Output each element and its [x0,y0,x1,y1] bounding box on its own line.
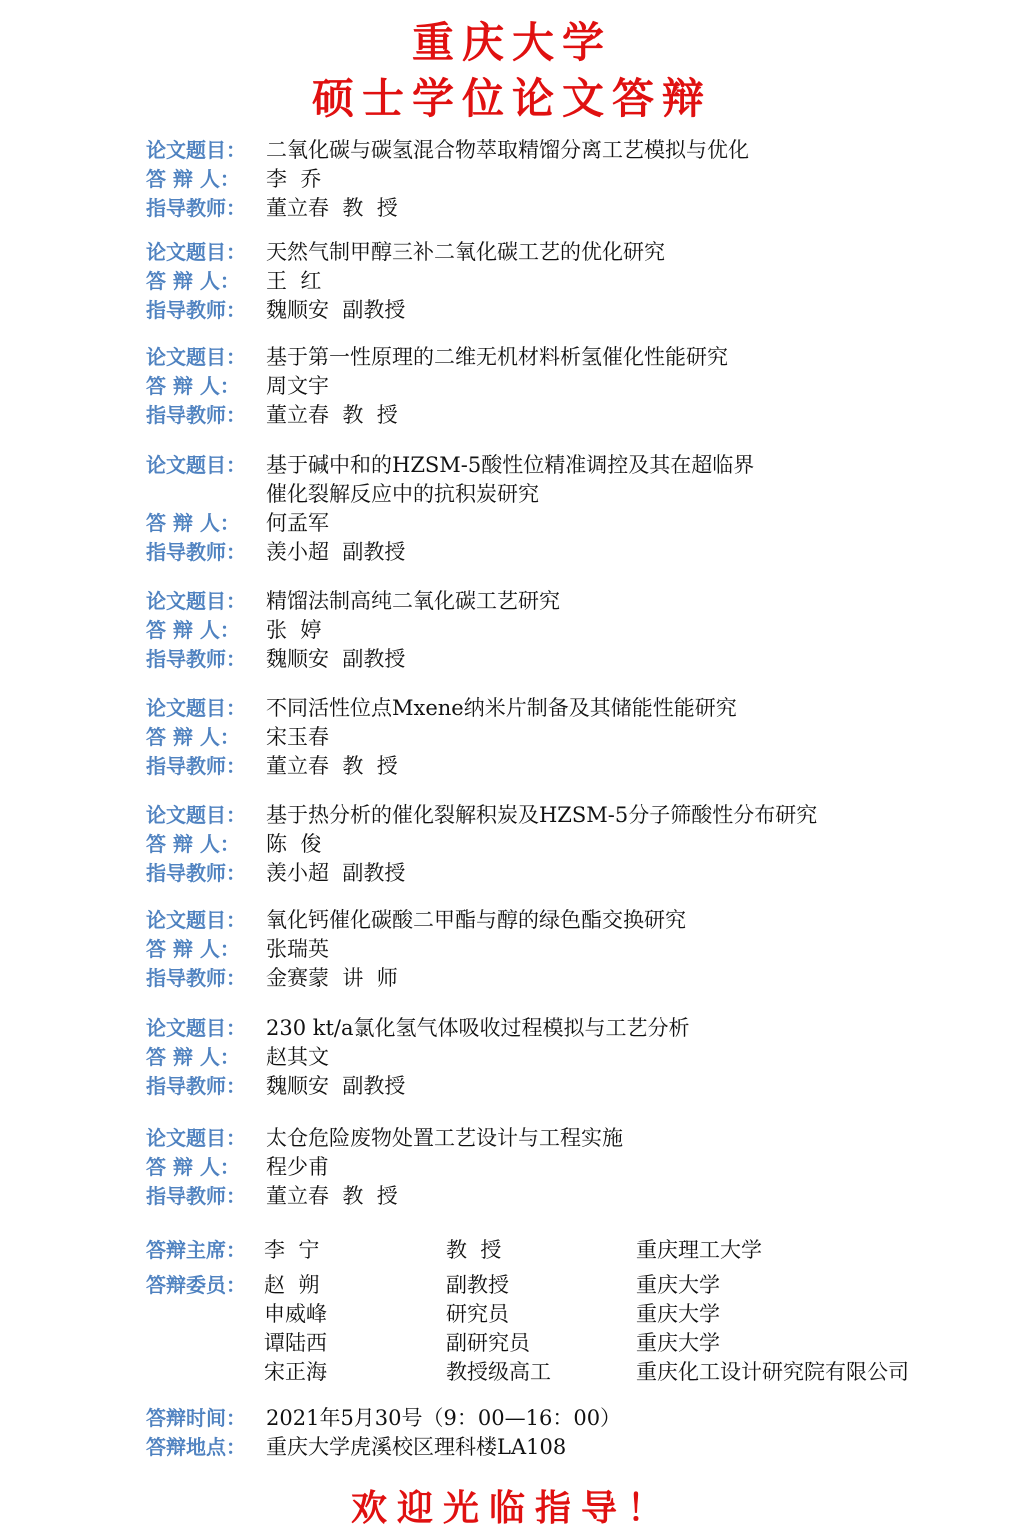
thesis-title-label: 论文题目： [146,345,246,369]
chair-name: 李 宁 [264,1238,320,1262]
student-label: 答 辩 人： [146,1155,240,1179]
advisor-label: 指导教师： [146,1074,246,1098]
student-name: 张 婷 [266,618,322,642]
thesis-title-label: 论文题目： [146,589,246,613]
chair-org: 重庆理工大学 [636,1238,762,1262]
advisor-name: 羡小超 副教授 [266,861,406,885]
place-label: 答辩地点： [146,1435,246,1459]
advisor-name: 魏顺安 副教授 [266,1074,406,1098]
committee-section [146,1236,1006,1387]
thesis-title-label: 论文题目： [146,1126,246,1150]
thesis-title: 精馏法制高纯二氧化碳工艺研究 [266,589,560,613]
advisor-label: 指导教师： [146,861,246,885]
thesis-title: 太仓危险废物处置工艺设计与工程实施 [266,1126,623,1150]
thesis-title-label: 论文题目： [146,803,246,827]
advisor-name: 魏顺安 副教授 [266,298,406,322]
thesis-title: 氧化钙催化碳酸二甲酯与醇的绿色酯交换研究 [266,908,686,932]
student-name: 程少甫 [266,1155,329,1179]
thesis-title: 天然气制甲醇三补二氧化碳工艺的优化研究 [266,240,665,264]
thesis-title: 基于第一性原理的二维无机材料析氢催化性能研究 [266,345,728,369]
thesis-block [146,694,1006,781]
student-name: 何孟军 [266,511,329,535]
student-label: 答 辩 人： [146,937,240,961]
advisor-name: 魏顺安 副教授 [266,647,406,671]
thesis-block [146,343,1006,430]
student-label: 答 辩 人： [146,269,240,293]
student-name: 张瑞英 [266,937,329,961]
defense-time: 2021年5月30号（9：00—16：00） [266,1406,622,1430]
advisor-label: 指导教师： [146,754,246,778]
advisor-name: 董立春 教 授 [266,196,398,220]
thesis-title: 不同活性位点Mxene纳米片制备及其储能性能研究 [266,696,737,720]
member-org: 重庆大学 [636,1273,720,1297]
student-name: 宋玉春 [266,725,329,749]
advisor-name: 金赛蒙 讲 师 [266,966,398,990]
advisor-label: 指导教师： [146,1184,246,1208]
advisor-name: 羡小超 副教授 [266,540,406,564]
thesis-block [146,587,1006,674]
thesis-title: 二氧化碳与碳氢混合物萃取精馏分离工艺模拟与优化 [266,138,749,162]
thesis-block [146,1014,1006,1101]
thesis-title-line1: 基于碱中和的HZSM-5酸性位精准调控及其在超临界 [266,453,755,477]
thesis-title-label: 论文题目： [146,453,246,477]
member-title: 副研究员 [446,1331,530,1355]
student-label: 答 辩 人： [146,832,240,856]
thesis-title-label: 论文题目： [146,908,246,932]
thesis-block [146,1124,1006,1211]
advisor-label: 指导教师： [146,647,246,671]
student-name: 王 红 [266,269,322,293]
advisor-label: 指导教师： [146,403,246,427]
advisor-name: 董立春 教 授 [266,403,398,427]
welcome-footer: 欢迎光临指导！ [350,1487,673,1529]
advisor-label: 指导教师： [146,298,246,322]
student-label: 答 辩 人： [146,374,240,398]
chair-label: 答辩主席： [146,1238,246,1262]
defense-info [146,1404,1006,1462]
thesis-block [146,801,1006,888]
advisor-label: 指导教师： [146,196,246,220]
thesis-title: 230 kt/a氯化氢气体吸收过程模拟与工艺分析 [266,1016,690,1040]
thesis-title-label: 论文题目： [146,240,246,264]
advisor-name: 董立春 教 授 [266,754,398,778]
member-title: 副教授 [446,1273,509,1297]
thesis-title-label: 论文题目： [146,696,246,720]
defense-place: 重庆大学虎溪校区理科楼LA108 [266,1435,567,1459]
member-name: 赵 朔 [264,1273,320,1297]
advisor-label: 指导教师： [146,540,246,564]
student-label: 答 辩 人： [146,1045,240,1069]
thesis-title: 基于热分析的催化裂解积炭及HZSM-5分子筛酸性分布研究 [266,803,818,827]
advisor-name: 董立春 教 授 [266,1184,398,1208]
thesis-block [146,136,1006,223]
thesis-title-label: 论文题目： [146,138,246,162]
thesis-block [146,451,1006,567]
student-label: 答 辩 人： [146,725,240,749]
defense-title: 硕士学位论文答辩 [311,74,712,123]
student-label: 答 辩 人： [146,511,240,535]
advisor-label: 指导教师： [146,966,246,990]
time-label: 答辩时间： [146,1406,246,1430]
member-name: 谭陆西 [264,1331,327,1355]
thesis-block [146,906,1006,993]
member-name: 申威峰 [264,1302,327,1326]
member-org: 重庆大学 [636,1331,720,1355]
member-org: 重庆大学 [636,1302,720,1326]
member-org: 重庆化工设计研究院有限公司 [636,1360,909,1384]
member-title: 研究员 [446,1302,509,1326]
member-title: 教授级高工 [446,1360,551,1384]
student-label: 答 辩 人： [146,618,240,642]
student-name: 周文宇 [266,374,329,398]
thesis-title-line2: 催化裂解反应中的抗积炭研究 [266,482,539,506]
student-name: 赵其文 [266,1045,329,1069]
thesis-title-label: 论文题目： [146,1016,246,1040]
student-name: 陈 俊 [266,832,322,856]
student-label: 答 辩 人： [146,167,240,191]
student-name: 李 乔 [266,167,322,191]
member-name: 宋正海 [264,1360,327,1384]
thesis-block [146,238,1006,325]
university-title: 重庆大学 [411,18,612,67]
chair-title: 教 授 [446,1238,502,1262]
members-label: 答辩委员： [146,1273,246,1297]
